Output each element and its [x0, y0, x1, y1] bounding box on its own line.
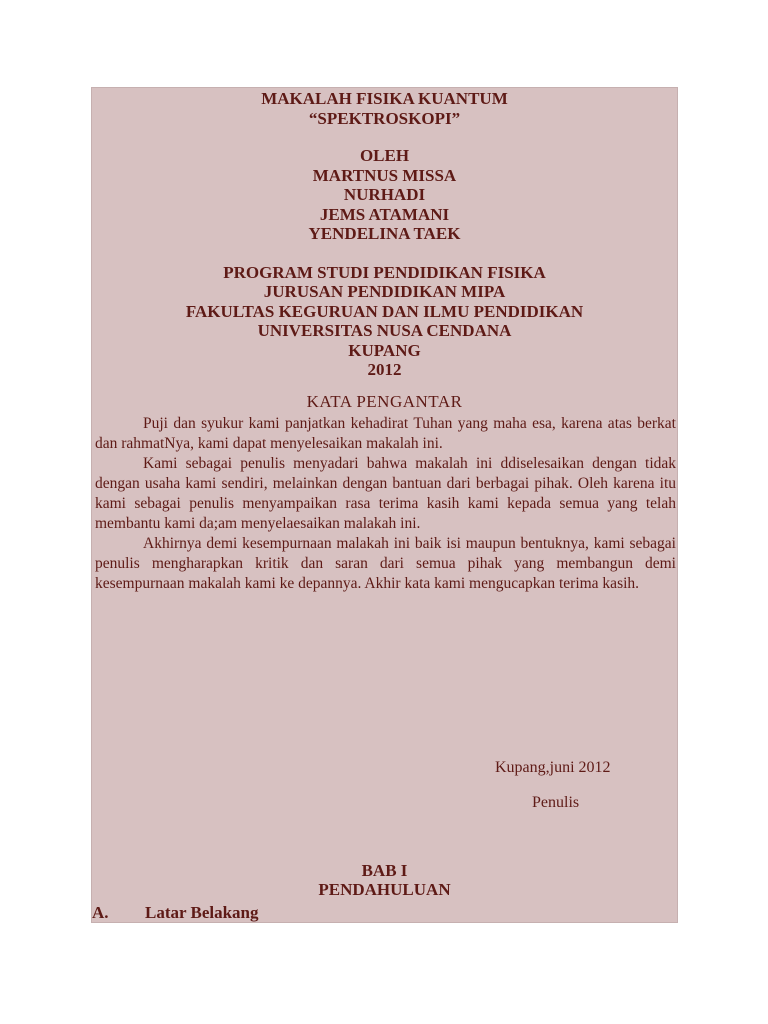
institution-line: KUPANG: [348, 340, 421, 360]
signature: Penulis: [532, 794, 580, 811]
cover-block: [92, 88, 677, 380]
chapter-heading: [92, 861, 677, 899]
author-name: NURHADI: [343, 185, 426, 204]
place-date: Kupang,juni 2012: [495, 759, 611, 776]
preface-paragraph: Akhirnya demi kesempurnaan malakah ini baik isi maupun bentuknya, kami sebagai penulis mengharapkan kritik dan saran dari semua pihak yang membangun demi kesempurnaan makalah kami ke depannya. Akhir kata kami mengucapkan terima kasih.: [95, 535, 676, 592]
document-page: [91, 87, 678, 923]
document-subtitle: “SPEKTROSKOPI”: [308, 108, 461, 128]
chapter-number: BAB I: [361, 861, 408, 880]
institution-line: PROGRAM STUDI PENDIDIKAN FISIKA: [223, 262, 546, 282]
author-name: MARTNUS MISSA: [312, 165, 457, 185]
preface-paragraph: Kami sebagai penulis menyadari bahwa makalah ini ddiselesaikan dengan tidak dengan usaha kami sendiri, melainkan dengan bantuan dari berbagai pihak. Oleh karena itu kami sebagai penulis menyampaikan rasa terima kasih kami kepada semua yang telah membantu kami da;am menyelaesaikan malakah ini.: [95, 455, 676, 532]
section-heading: [92, 903, 259, 923]
section-title: Latar Belakang: [145, 903, 259, 922]
by-label: OLEH: [359, 146, 410, 165]
author-name: YENDELINA TAEK: [308, 224, 461, 243]
document-title: MAKALAH FISIKA KUANTUM: [261, 89, 508, 108]
author-name: JEMS ATAMANI: [319, 204, 450, 224]
institution-line: JURUSAN PENDIDIKAN MIPA: [263, 282, 506, 301]
institution-line: 2012: [367, 360, 402, 379]
preface-paragraph: Puji dan syukur kami panjatkan kehadirat Tuhan yang maha esa, karena atas berkat dan rahmatNya, kami dapat menyelesaikan makalah ini.: [95, 415, 676, 452]
institution-line: FAKULTAS KEGURUAN DAN ILMU PENDIDIKAN: [185, 301, 584, 321]
preface-body: [95, 414, 676, 594]
section-letter: A.: [92, 903, 109, 922]
chapter-title: PENDAHULUAN: [318, 880, 451, 899]
preface-title: KATA PENGANTAR: [306, 392, 463, 411]
institution-line: UNIVERSITAS NUSA CENDANA: [257, 321, 512, 340]
